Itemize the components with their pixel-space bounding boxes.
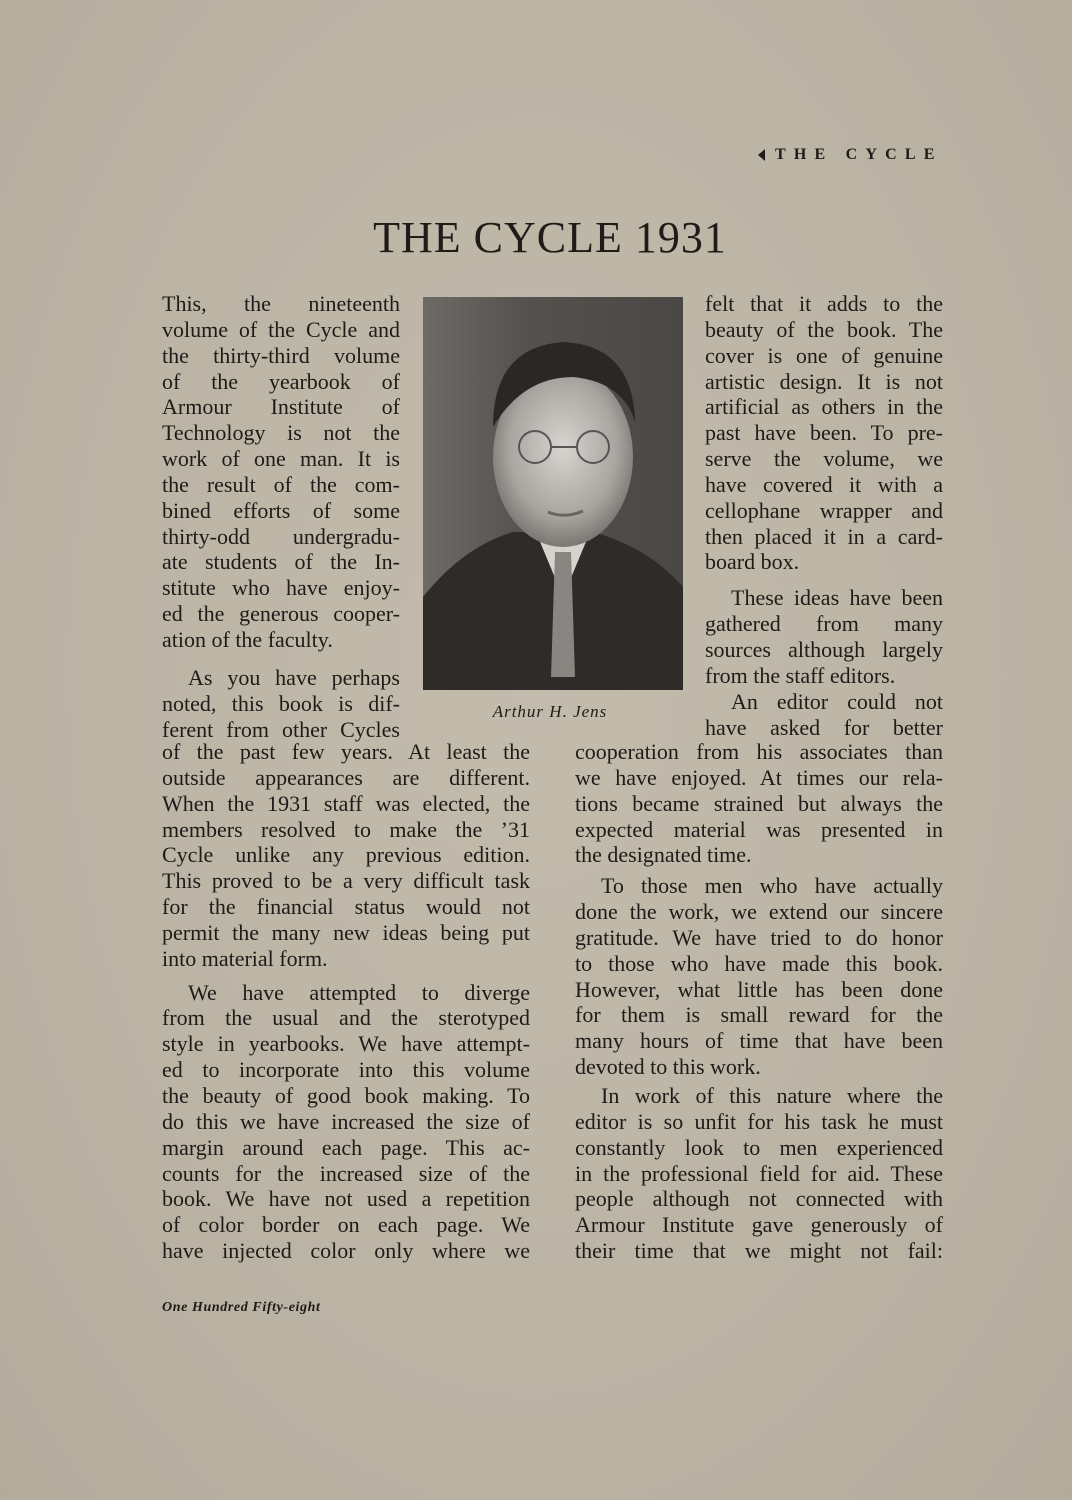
text-line: To those men who have actually [601,873,943,899]
text-line: in the professional field for aid. These [575,1160,943,1186]
text-line: style in yearbooks. We have attempt- [162,1031,530,1057]
paragraph [705,689,943,741]
text-line: constantly look to men experienced [575,1134,943,1160]
text-line: In work of this nature where the [601,1082,943,1108]
text-line: When the 1931 staff was elected, the [162,790,530,816]
paragraph [162,665,400,743]
text-line: artificial as others in the [705,394,943,420]
text-line: These ideas have been [731,585,943,611]
text-line: ferent from other Cycles [162,716,400,742]
text-line: do this we have increased the size of [162,1108,530,1134]
text-line: devoted to this work. [575,1054,761,1080]
text-line: permit the many new ideas being put [162,919,530,945]
text-line: have injected color only where we [162,1238,530,1264]
text-line: of the past few years. At least the [162,739,530,764]
text-line: of color border on each page. We [162,1212,530,1238]
text-line: As you have perhaps [188,664,400,690]
text-line: book. We have not used a repetition [162,1186,530,1212]
text-line: sources although largely [705,636,943,662]
text-line: into material form. [162,945,328,971]
text-line: Technology is not the [162,420,400,446]
text-line: Cycle unlike any previous edition. [162,842,530,868]
text-line: ed to incorporate into this volume [162,1057,530,1083]
text-line: work of one man. It is [162,446,400,472]
text-line: from the usual and the sterotyped [162,1005,530,1031]
text-line: tions became strained but always the [575,790,943,816]
left-column-bottom [162,739,530,1264]
left-column-top [162,291,400,742]
text-line: cover is one of genuine [705,342,943,368]
text-line: people although not connected with [575,1186,943,1212]
text-line: outside appearances are different. [162,764,530,790]
text-line: then placed it in a card- [705,523,943,549]
text-line: expected material was presented in [575,816,943,842]
text-line: gathered from many [705,611,943,637]
text-line: cellophane wrapper and [705,497,943,523]
text-line: Armour Institute of [162,394,400,420]
text-line: the thirty-third volume [162,342,400,368]
portrait-photo [423,297,683,690]
text-line: have covered it with a [705,471,943,497]
text-line: have asked for better [705,714,943,740]
paragraph [575,873,943,1080]
right-column-bottom [575,739,943,1264]
page-title: THE CYCLE 1931 [373,213,727,262]
text-line: editor is so unfit for his task he must [575,1108,943,1134]
paragraph [162,980,530,1264]
text-line: ate students of the In- [162,549,400,575]
text-line: Armour Institute gave generously of [575,1212,943,1238]
text-line: for the financial status would not [162,894,530,920]
text-line: This, the nineteenth [162,291,400,316]
triangle-marker-icon [758,149,765,161]
text-line: thirty-odd undergradu- [162,523,400,549]
paragraph [705,585,943,688]
text-line: ed the generous cooper- [162,601,400,627]
text-line: done the work, we extend our sincere [575,899,943,925]
text-line: cooperation from his associates than [575,739,943,764]
text-line: We have attempted to diverge [188,979,530,1005]
text-line: volume of the Cycle and [162,316,400,342]
photo-caption: Arthur H. Jens [492,702,608,721]
text-line: the beauty of good book making. To [162,1082,530,1108]
text-line: to those who have made this book. [575,950,943,976]
text-line: stitute who have enjoy- [162,575,400,601]
text-line: we have enjoyed. At times our rela- [575,764,943,790]
text-line: noted, this book is dif- [162,690,400,716]
text-line: gratitude. We have tried to do honor [575,924,943,950]
paragraph [575,739,943,868]
text-line: of the yearbook of [162,368,400,394]
text-line: board box. [705,549,800,575]
paragraph [705,291,943,575]
text-line: members resolved to make the ’31 [162,816,530,842]
text-line: past have been. To pre- [705,420,943,446]
text-line: However, what little has been done [575,976,943,1002]
paragraph [162,291,400,653]
paragraph [575,1083,943,1264]
text-line: margin around each page. This ac- [162,1134,530,1160]
text-line: artistic design. It is not [705,368,943,394]
text-line: An editor could not [731,688,943,714]
text-line: felt that it adds to the [705,291,943,316]
text-line: from the staff editors. [705,662,896,688]
text-line: the designated time. [575,842,752,868]
text-line: This proved to be a very difficult task [162,868,530,894]
running-head [758,146,943,164]
text-line: the result of the com- [162,471,400,497]
text-line: bined efforts of some [162,497,400,523]
text-line: for them is small reward for the [575,1002,943,1028]
text-line: their time that we might not fail: [575,1238,943,1264]
text-line: beauty of the book. The [705,316,943,342]
page-number: One Hundred Fifty-eight [162,1300,321,1315]
text-line: many hours of time that have been [575,1028,943,1054]
paragraph [162,739,530,972]
text-line: serve the volume, we [705,446,943,472]
text-line: counts for the increased size of the [162,1160,530,1186]
right-column-top [705,291,943,740]
running-head-text: THE CYCLE [775,146,943,163]
portrait-illustration [423,297,683,690]
text-line: ation of the faculty. [162,626,333,652]
